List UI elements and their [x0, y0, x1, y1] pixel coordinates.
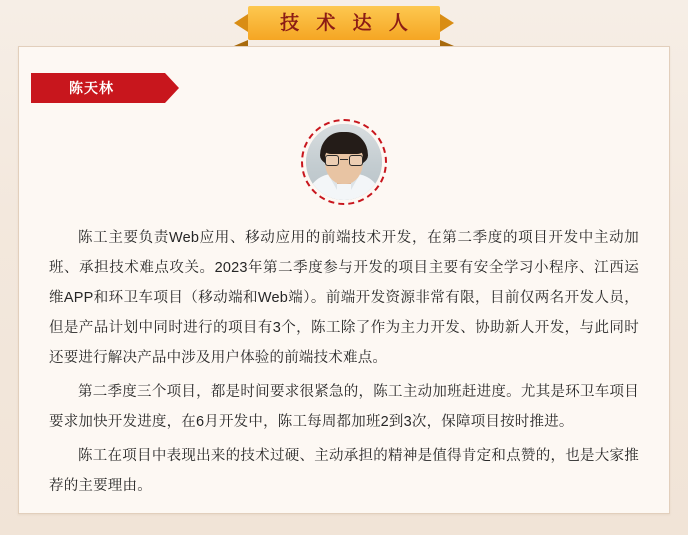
paragraph-3: 陈工在项目中表现出来的技术过硬、主动承担的精神是值得肯定和点赞的，也是大家推荐的主要理由。 — [49, 448, 639, 494]
person-name: 陈天林 — [69, 80, 114, 96]
paragraph-1: 陈工主要负责Web应用、移动应用的前端技术开发，在第二季度的项目开发中主动加班、承担技术难点攻关。2023年第二季度参与开发的项目主要有安全学习小程序、江西运维APP和环卫车项目（移动端和Web端）。前端开发资源非常有限，目前仅两名开发人员，但是产品计划中同时进行的项目有3个，陈工除了作为主力开发、协助新人开发，与此同时还要进行解决产品中涉及用户体验的前端技术难点。 — [49, 230, 639, 366]
section-banner — [248, 6, 440, 40]
avatar — [301, 119, 387, 205]
glasses-icon — [324, 155, 364, 166]
paragraph-2: 第二季度三个项目，都是时间要求很紧急的，陈工主动加班赶进度。尤其是环卫车项目要求加快开发进度，在6月开发中，陈工每周都加班2到3次，保障项目按时推进。 — [49, 384, 639, 430]
header-band — [0, 0, 688, 46]
banner-title: 技 术 达 人 — [280, 12, 414, 34]
name-ribbon — [31, 73, 179, 103]
photo-fringe — [323, 138, 365, 154]
banner-wing-right-icon — [440, 14, 454, 32]
ribbon-notch-icon — [165, 73, 179, 103]
avatar-photo — [306, 124, 382, 200]
avatar-container — [19, 119, 669, 205]
profile-card — [18, 46, 670, 514]
body-text — [49, 223, 639, 505]
banner-wing-left-icon — [234, 14, 248, 32]
